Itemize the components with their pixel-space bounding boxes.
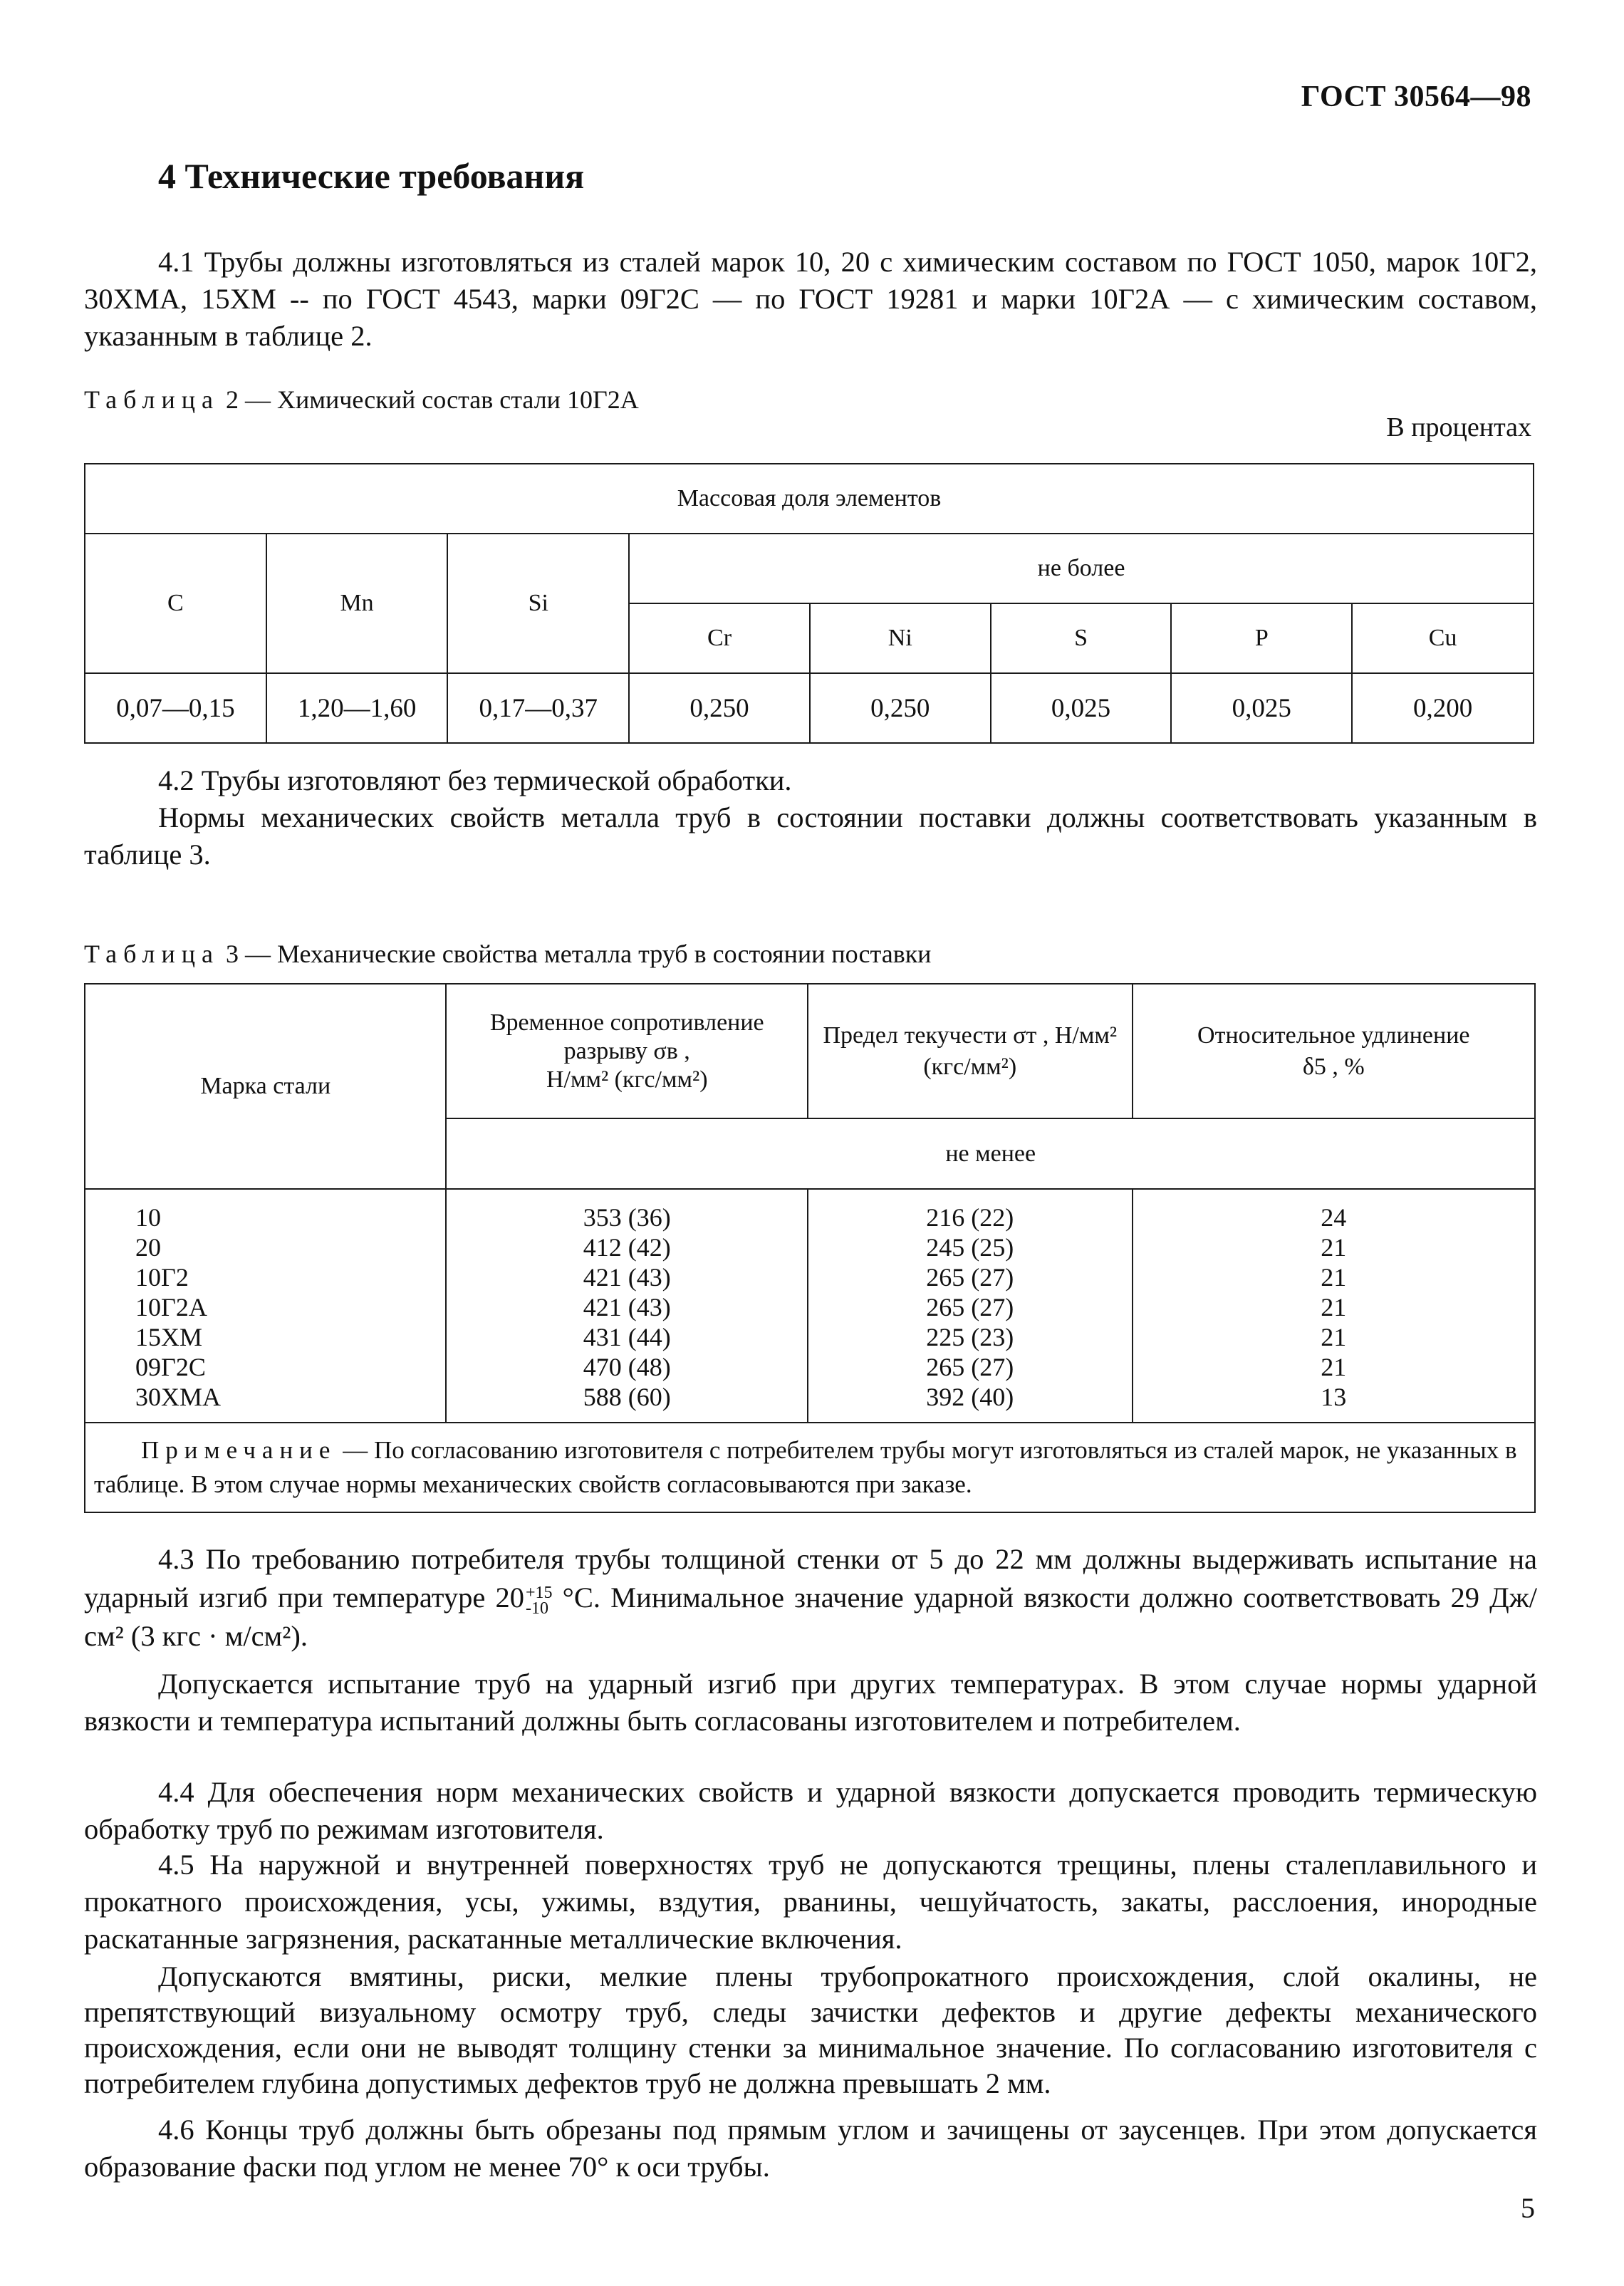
tensile-value: 588 (60) xyxy=(583,1383,671,1411)
yield-header-line-2: (кгс/мм²) xyxy=(923,1053,1017,1080)
value-si: 0,17—0,37 xyxy=(447,673,629,743)
col-p: P xyxy=(1171,603,1352,673)
table-3-caption-word: Таблица xyxy=(84,940,219,968)
table-note xyxy=(85,1423,1535,1512)
paragraph-4-2-a xyxy=(84,762,1537,799)
value-s: 0,025 xyxy=(991,673,1172,743)
mass-fraction-header: Массовая доля элементов xyxy=(85,464,1534,534)
temperature-upper-tolerance: +15 xyxy=(526,1583,553,1602)
paragraph-4-3-text-a: 4.3 По требованию потребителя трубы толщиной стенки от 5 до 22 мм должны выдерживать испытание на ударный изгиб при температуре xyxy=(84,1543,1537,1614)
chemical-composition-table xyxy=(84,463,1534,744)
tensile-column-header xyxy=(446,984,808,1118)
grade-value: 09Г2С xyxy=(135,1353,206,1381)
paragraph-4-3-text-b: °С. Минимальное значение ударной вязкости должно соответствовать 29 Дж/см² (3 кгс · м/см²). xyxy=(84,1581,1537,1652)
temperature-lower-tolerance: -10 xyxy=(526,1599,549,1618)
yield-cell xyxy=(808,1189,1133,1423)
value-p: 0,025 xyxy=(1171,673,1352,743)
elongation-value: 13 xyxy=(1321,1383,1347,1411)
paragraph-4-2-a-text: 4.2 Трубы изготовляют без термической обработки. xyxy=(158,764,792,796)
elongation-value: 21 xyxy=(1321,1233,1347,1262)
elongation-value: 21 xyxy=(1321,1323,1347,1351)
elongation-header-line-1: Относительное удлинение xyxy=(1197,1022,1470,1049)
yield-column-header xyxy=(808,984,1133,1118)
yield-value: 392 (40) xyxy=(926,1383,1014,1411)
tensile-value: 470 (48) xyxy=(583,1353,671,1381)
yield-value: 245 (25) xyxy=(926,1233,1014,1262)
paragraph-4-1-text: 4.1 Трубы должны изготовляться из сталей марок 10, 20 с химическим составом по ГОСТ 1050, марок 10Г2, 30ХМА, 15ХМ -- по ГОСТ 4543, марки 09Г2С — по ГОСТ 19281 и марки 10Г2А — с химическим составом, указанным в таблице 2. xyxy=(84,246,1537,352)
yield-value: 265 (27) xyxy=(926,1263,1014,1292)
elongation-column-header xyxy=(1133,984,1535,1118)
paragraph-4-5-a-text: 4.5 На наружной и внутренней поверхностях труб не допускаются трещины, плены сталеплавильного и прокатного происхождения, усы, ужимы, вздутия, рванины, чешуйчатость, закаты, расслоения, инородные раскатанные загрязнения, раскатанные металлические включения. xyxy=(84,1849,1537,1955)
elongation-value: 21 xyxy=(1321,1263,1347,1292)
tensile-value: 412 (42) xyxy=(583,1233,671,1262)
tensile-header-line-2: разрыву σв , xyxy=(563,1037,690,1064)
value-cu: 0,200 xyxy=(1352,673,1534,743)
yield-value: 216 (22) xyxy=(926,1203,1014,1232)
elongation-value: 21 xyxy=(1321,1293,1347,1321)
standard-header: ГОСТ 30564—98 xyxy=(1301,80,1531,113)
section-title: 4 Технические требования xyxy=(158,156,585,196)
col-ni: Ni xyxy=(810,603,991,673)
paragraph-4-4 xyxy=(84,1774,1537,1848)
paragraph-4-3 xyxy=(84,1540,1537,1656)
grade-column-header: Марка стали xyxy=(85,984,446,1189)
col-si: Si xyxy=(447,534,629,673)
paragraph-4-6-text: 4.6 Концы труб должны быть обрезаны под прямым углом и зачищены от заусенцев. При этом допускается образование фаски под углом не менее 70° к оси трубы. xyxy=(84,2114,1537,2183)
value-cr: 0,250 xyxy=(629,673,810,743)
mechanical-properties-table xyxy=(84,983,1536,1513)
grade-value: 15ХМ xyxy=(135,1323,203,1351)
note-word: Примечание xyxy=(141,1436,337,1464)
value-mn: 1,20—1,60 xyxy=(266,673,448,743)
paragraph-4-2-b xyxy=(84,799,1537,873)
paragraph-4-6 xyxy=(84,2111,1537,2186)
paragraph-4-1 xyxy=(84,244,1537,355)
tensile-value: 431 (44) xyxy=(583,1323,671,1351)
paragraph-4-3-c xyxy=(84,1666,1537,1740)
elongation-value: 21 xyxy=(1321,1353,1347,1381)
paragraph-4-5-b-text: Допускаются вмятины, риски, мелкие плены трубопрокатного происхождения, слой окалины, не препятствующий визуальному осмотру труб, следы зачистки дефектов и другие дефекты механического происхождения, если они не выводят толщину стенки за минимальное значение. По согласованию изготовителя с потребителем глубина допустимых дефектов труб не должна превышать 2 мм. xyxy=(84,1960,1537,2099)
test-temperature-value: 20 xyxy=(495,1581,525,1614)
value-ni: 0,250 xyxy=(810,673,991,743)
yield-value: 225 (23) xyxy=(926,1323,1014,1351)
tensile-header-line-3: Н/мм² (кгс/мм²) xyxy=(546,1066,708,1093)
paragraph-4-2-b-text: Нормы механических свойств металла труб в состоянии поставки должны соответствовать указанным в таблице 3. xyxy=(84,801,1537,871)
paragraph-4-5-b xyxy=(84,1959,1537,2101)
col-mn: Mn xyxy=(266,534,448,673)
not-less-header: не менее xyxy=(446,1118,1535,1189)
table-3-caption-text: 3 — Механические свойства металла труб в состоянии поставки xyxy=(225,940,932,968)
yield-header-line-1: Предел текучести σт , Н/мм² xyxy=(823,1022,1118,1049)
elongation-cell xyxy=(1133,1189,1535,1423)
grades-cell xyxy=(85,1189,446,1423)
elongation-header-line-2: δ5 , % xyxy=(1302,1053,1365,1080)
paragraph-4-4-text: 4.4 Для обеспечения норм механических свойств и ударной вязкости допускается проводить термическую обработку труб по режимам изготовителя. xyxy=(84,1776,1537,1845)
grade-value: 30ХМА xyxy=(135,1383,222,1411)
col-cu: Cu xyxy=(1352,603,1534,673)
not-more-header: не более xyxy=(629,534,1534,603)
table-2-units: В процентах xyxy=(1386,412,1531,442)
tensile-cell xyxy=(446,1189,808,1423)
grade-value: 20 xyxy=(135,1233,161,1262)
paragraph-4-3-c-text: Допускается испытание труб на ударный изгиб при других температурах. В этом случае нормы ударной вязкости и температура испытаний должны быть согласованы изготовителем и потребителем. xyxy=(84,1668,1537,1737)
yield-value: 265 (27) xyxy=(926,1293,1014,1321)
elongation-value: 24 xyxy=(1321,1203,1347,1232)
test-temperature xyxy=(495,1581,553,1618)
value-c: 0,07—0,15 xyxy=(85,673,266,743)
col-c: C xyxy=(85,534,266,673)
tensile-value: 353 (36) xyxy=(583,1203,671,1232)
grade-value: 10Г2 xyxy=(135,1263,189,1292)
table-2-caption-word: Таблица xyxy=(84,385,219,414)
paragraph-4-5-a xyxy=(84,1846,1537,1958)
page-number: 5 xyxy=(1521,2192,1535,2224)
yield-value: 265 (27) xyxy=(926,1353,1014,1381)
col-cr: Cr xyxy=(629,603,810,673)
tensile-value: 421 (43) xyxy=(583,1293,671,1321)
table-3-caption xyxy=(84,939,931,969)
grade-value: 10 xyxy=(135,1203,161,1232)
grade-value: 10Г2А xyxy=(135,1293,207,1321)
tensile-header-line-1: Временное сопротивление xyxy=(489,1009,764,1036)
tensile-value: 421 (43) xyxy=(583,1263,671,1292)
table-2-caption-text: 2 — Химический состав стали 10Г2А xyxy=(219,385,639,414)
table-2-caption xyxy=(84,385,639,415)
note-text: — По согласованию изготовителя с потребителем трубы могут изготовляться из сталей марок, не указанных в таблице. В этом случае нормы механических свойств согласовываются при заказе. xyxy=(94,1436,1517,1498)
col-s: S xyxy=(991,603,1172,673)
